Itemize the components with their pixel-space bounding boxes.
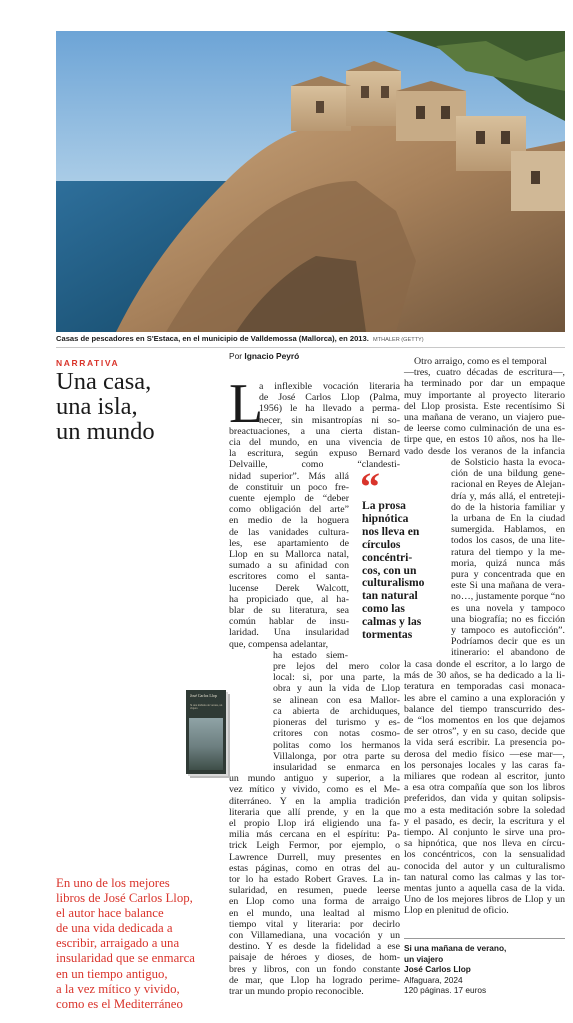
book-cover (186, 690, 226, 774)
text-line: nidad superior”. Más allá (229, 470, 349, 482)
text-line: Otro arraigo, como es el temporal (414, 356, 547, 367)
text-line: del Llop prosista. Este recentísimo Si (404, 400, 565, 412)
text-line: libros de José Carlos Llop, (56, 891, 193, 906)
text-line: Uno de los mejores libros de Llop y un (404, 894, 565, 906)
headline-line: un mundo (56, 418, 155, 445)
text-line: ratura del tiempo y la me- (451, 546, 565, 558)
article-column-2-top (404, 356, 565, 457)
text-line: estas páginas, como en otras del au- (229, 862, 400, 874)
text-line: En uno de los mejores (56, 876, 170, 890)
text-line: en el mundo, una lealtad al mismo (229, 907, 400, 919)
article-headline (56, 369, 226, 444)
text-line: obra y aun la vida de Llop (273, 683, 400, 695)
text-line: cuente ejemplo de “deber (229, 493, 349, 505)
text-line: los concéntricos, con la sensualidad (404, 849, 565, 861)
text-line: mentas junto a aquella casa de la vida. (404, 883, 565, 895)
text-line: el propio Llop irá eligiendo una fa- (229, 817, 400, 829)
quote-mark-icon: “ (360, 464, 377, 509)
text-line: ca abierta de archiduques, (273, 705, 400, 717)
text-line: les, ese apartamiento de (229, 537, 349, 549)
text-line: como las (362, 602, 405, 616)
text-line: el autor hace balance (56, 906, 164, 921)
text-line: teratura en temporadas casi monaca- (404, 681, 565, 693)
text-line: la escritura, según expuso Bernard (229, 448, 400, 460)
book-details: 120 páginas. 17 euros (404, 985, 487, 995)
book-title-line: un viajero (404, 953, 444, 964)
text-line: literaria que allí prende, y en la que (229, 806, 400, 818)
article-photo (56, 31, 565, 332)
text-line: se alinean con esa Mallor- (273, 694, 400, 706)
book-title-line: Si una mañana de verano, (404, 943, 507, 953)
text-line: no…, justamente porque “no (451, 591, 565, 603)
text-line: vado desde los veranos de la infancia (404, 445, 565, 457)
cover-artwork (189, 718, 223, 770)
cover-title: Si una mañana de verano, un viajero (190, 704, 223, 711)
book-info (404, 943, 565, 996)
text-line: —tres, cuatro décadas de escritura—, (404, 367, 565, 379)
text-line: conocida del autor y un culturalismo (404, 860, 565, 872)
book-author: José Carlos Llop (404, 964, 471, 974)
text-line: Llop en su Mallorca natal, (229, 549, 349, 561)
drop-cap: L (229, 373, 264, 435)
text-line: de leerse como culminación de una es- (404, 423, 565, 435)
text-line: de mar, que Llop ha logrado perime- (229, 974, 400, 986)
text-line: este Si una mañana de vera- (451, 580, 565, 592)
text-line: en medio de la hoguera (229, 515, 349, 527)
text-line: blar de su literatura, sea (229, 605, 349, 617)
text-line: a inflexible vocación literaria (259, 381, 400, 392)
headline-line: Una casa, (56, 368, 152, 395)
summary-blurb (56, 876, 234, 1012)
text-line: de José Carlos Llop (Palma, (259, 392, 400, 404)
text-line: Podríamos decir que es un (451, 636, 565, 648)
text-line: una mañana de verano, un viajero pue- (404, 412, 565, 424)
section-label: NARRATIVA (56, 358, 120, 368)
text-line: todos los casos, de una lite- (451, 535, 565, 547)
text-line: la vida será escribir. La presencia po- (404, 737, 565, 749)
text-line: los personajes locales y las caras fa- (404, 759, 565, 771)
book-publisher: Alfaguara, 2024 (404, 974, 463, 985)
text-line: círculos (362, 537, 401, 551)
text-line: de una vida dedicada a (56, 921, 173, 936)
text-line: sumado a su afinidad con (229, 560, 349, 572)
text-line: a la vez mítico y vivido, (56, 981, 180, 996)
text-line: hipnótica (362, 511, 409, 525)
text-line: ha estado siem- (273, 649, 348, 661)
text-line: pura y concentrada que en (451, 569, 565, 581)
text-line: itinerario: el abandono de (451, 647, 565, 659)
byline-prefix: Por (229, 351, 243, 361)
text-line: critores con notas cosmo- (273, 728, 400, 740)
caption-text: Casas de pescadores en S'Estaca, en el municipio de Valldemossa (Mallorca), en 2013. (56, 334, 369, 343)
text-line: diterráneo. Y en la amplia tradición (229, 795, 400, 807)
text-line: ción de una bildung gene- (451, 468, 565, 480)
photo-illustration (56, 31, 565, 332)
text-line: de Solsticio hasta la evoca- (451, 457, 565, 468)
text-line: Villalonga, por otra parte su (273, 750, 400, 762)
text-line: tan natural como las calmas y las tor- (404, 871, 565, 883)
text-line: miliares que rodean al escritor, junto (404, 771, 565, 783)
byline (229, 351, 299, 361)
text-line: y tampoco es autoficción”. (451, 625, 565, 637)
text-line: más de 30 años, se ha dedicado a la li- (404, 670, 565, 682)
text-line: sumergida. Hablamos, en (451, 524, 565, 536)
text-line: muy importante al proyecto literario (404, 389, 565, 401)
caption-divider (56, 347, 565, 348)
text-line: local: si, por una parte, la (273, 672, 400, 684)
text-line: destino. Y es desde la fidelidad a ese (229, 941, 400, 953)
book-cover-image (184, 690, 229, 780)
text-line: y el pasado, es decir, la escritura y el (404, 815, 565, 827)
byline-author: Ignacio Peyró (244, 351, 300, 361)
text-line: concéntri- (362, 550, 413, 564)
text-line: racional en Reyes de Alejan- (451, 479, 565, 491)
text-line: calmas y las (362, 615, 422, 629)
text-line: la urbana de En la ciudad (451, 513, 565, 525)
text-line: pre lejos del mero color (273, 661, 400, 673)
text-line: les abre el camino a una exploración y (404, 692, 565, 704)
headline-line: una isla, (56, 393, 138, 420)
text-line: de constituir un poco fre- (229, 481, 349, 493)
text-line: tor lo ha estado Robert Graves. La in- (229, 873, 400, 885)
text-line: como obligación del arte” (229, 504, 349, 516)
text-line: milia más cercana en el espíritu: Pa- (229, 829, 400, 841)
text-line: politas como los hermanos (273, 739, 400, 751)
text-line: sa hipnótica, que nos lleva en círcu- (404, 838, 565, 850)
photo-caption (56, 334, 565, 345)
text-line: lucense Derek Walcott, (229, 582, 349, 594)
text-line: ha propiciado que, al ha- (229, 593, 349, 605)
text-line: tiempo vital y literaria: por decirlo (229, 918, 400, 930)
text-line: do de la historia familiar y (451, 501, 565, 513)
text-line: tan natural (362, 589, 418, 603)
text-line: ha terminado por dar un empaque (404, 378, 565, 390)
text-line: culturalismo (362, 576, 425, 590)
text-line: una biografía; no es ficción (451, 613, 565, 625)
text-line: Llop en plenitud de oficio. (404, 905, 509, 917)
text-line: común hablar de insu- (229, 616, 349, 628)
text-line: cia del mundo, en una vivencia de (229, 437, 400, 449)
text-line: dría y, más allá, el entreteji- (451, 490, 565, 502)
text-line: La prosa (362, 499, 406, 512)
article-column-2-bottom (404, 659, 565, 917)
text-line: de ser otros”, y en su caso, decide que (404, 726, 565, 738)
text-line: de “los momentos en los que dejamos (404, 715, 565, 727)
text-line: Delvaille, como “clandesti- (229, 459, 400, 471)
text-line: preferidos, dan vida y quitan solipsis- (404, 793, 565, 805)
text-line: trar un mundo propio reconocible. (229, 985, 364, 997)
text-line: como es el Mediterráneo (56, 996, 183, 1011)
text-line: en un tiempo antiguo, (56, 966, 168, 981)
text-line: en Llop como una forma de arraigo (229, 896, 400, 908)
text-line: con Villamediana, una vocación y un (229, 929, 400, 941)
text-line: tiempo. Al conjunto le sirve una pro- (404, 827, 565, 839)
text-line: mo a esta meditación sobre la soledad (404, 804, 565, 816)
text-line: tormentas (362, 628, 413, 642)
pull-quote (362, 500, 452, 642)
cover-author: José Carlos Llop (190, 693, 217, 698)
text-line: es una novela y tampoco (451, 602, 565, 614)
text-line: insularidad se enmarca en (273, 761, 400, 773)
text-line: escritores como el santa- (229, 571, 349, 583)
text-line: laridad. Una insularidad (229, 627, 349, 639)
text-line: insularidad que se enmarca (56, 951, 195, 966)
text-line: necer, sin misantropías ni so- (259, 414, 400, 426)
text-line: tirpe que, en estos 10 años, nos ha lle- (404, 434, 565, 446)
text-line: de las vanidades cultura- (229, 526, 349, 538)
text-line: derosa del medio físico —ese mar—, (404, 748, 565, 760)
text-line: que, compensa adelantar, (229, 638, 329, 650)
text-line: vez mítico y vivido, como es el Me- (229, 784, 400, 796)
text-line: 1956) le ha llevado a perma- (259, 403, 400, 415)
text-line: escribir, arraigado a una (56, 936, 180, 951)
text-line: Lawrence Durrell, muy presentes en (229, 851, 400, 863)
caption-credit: MTHALER (GETTY) (373, 337, 424, 343)
book-info-divider (404, 938, 565, 939)
text-line: un mundo antiguo y superior, a la (229, 773, 400, 785)
text-line: la casa donde el escritor, a lo largo de (404, 659, 565, 670)
text-line: pioneras del turismo y es- (273, 717, 400, 729)
text-line: cos, con un (362, 563, 417, 577)
text-line: nos lleva en (362, 524, 420, 538)
text-line: sularidad, en resumen, puede leerse (229, 885, 400, 897)
text-line: moria, quizá nunca más (451, 557, 565, 569)
text-line: balance del tiempo transcurrido des- (404, 703, 565, 715)
text-line: bres y libros, con un fondo constante (229, 963, 400, 975)
article-column-2-narrow (451, 457, 565, 659)
text-line: a esa otra compañía que son los libros (404, 782, 565, 794)
text-line: trick Leigh Fermor, por ejemplo, o (229, 840, 400, 852)
text-line: paisaje de héroes y dioses, de hom- (229, 952, 400, 964)
text-line: breactuaciones, a una cierta distan- (229, 425, 400, 437)
